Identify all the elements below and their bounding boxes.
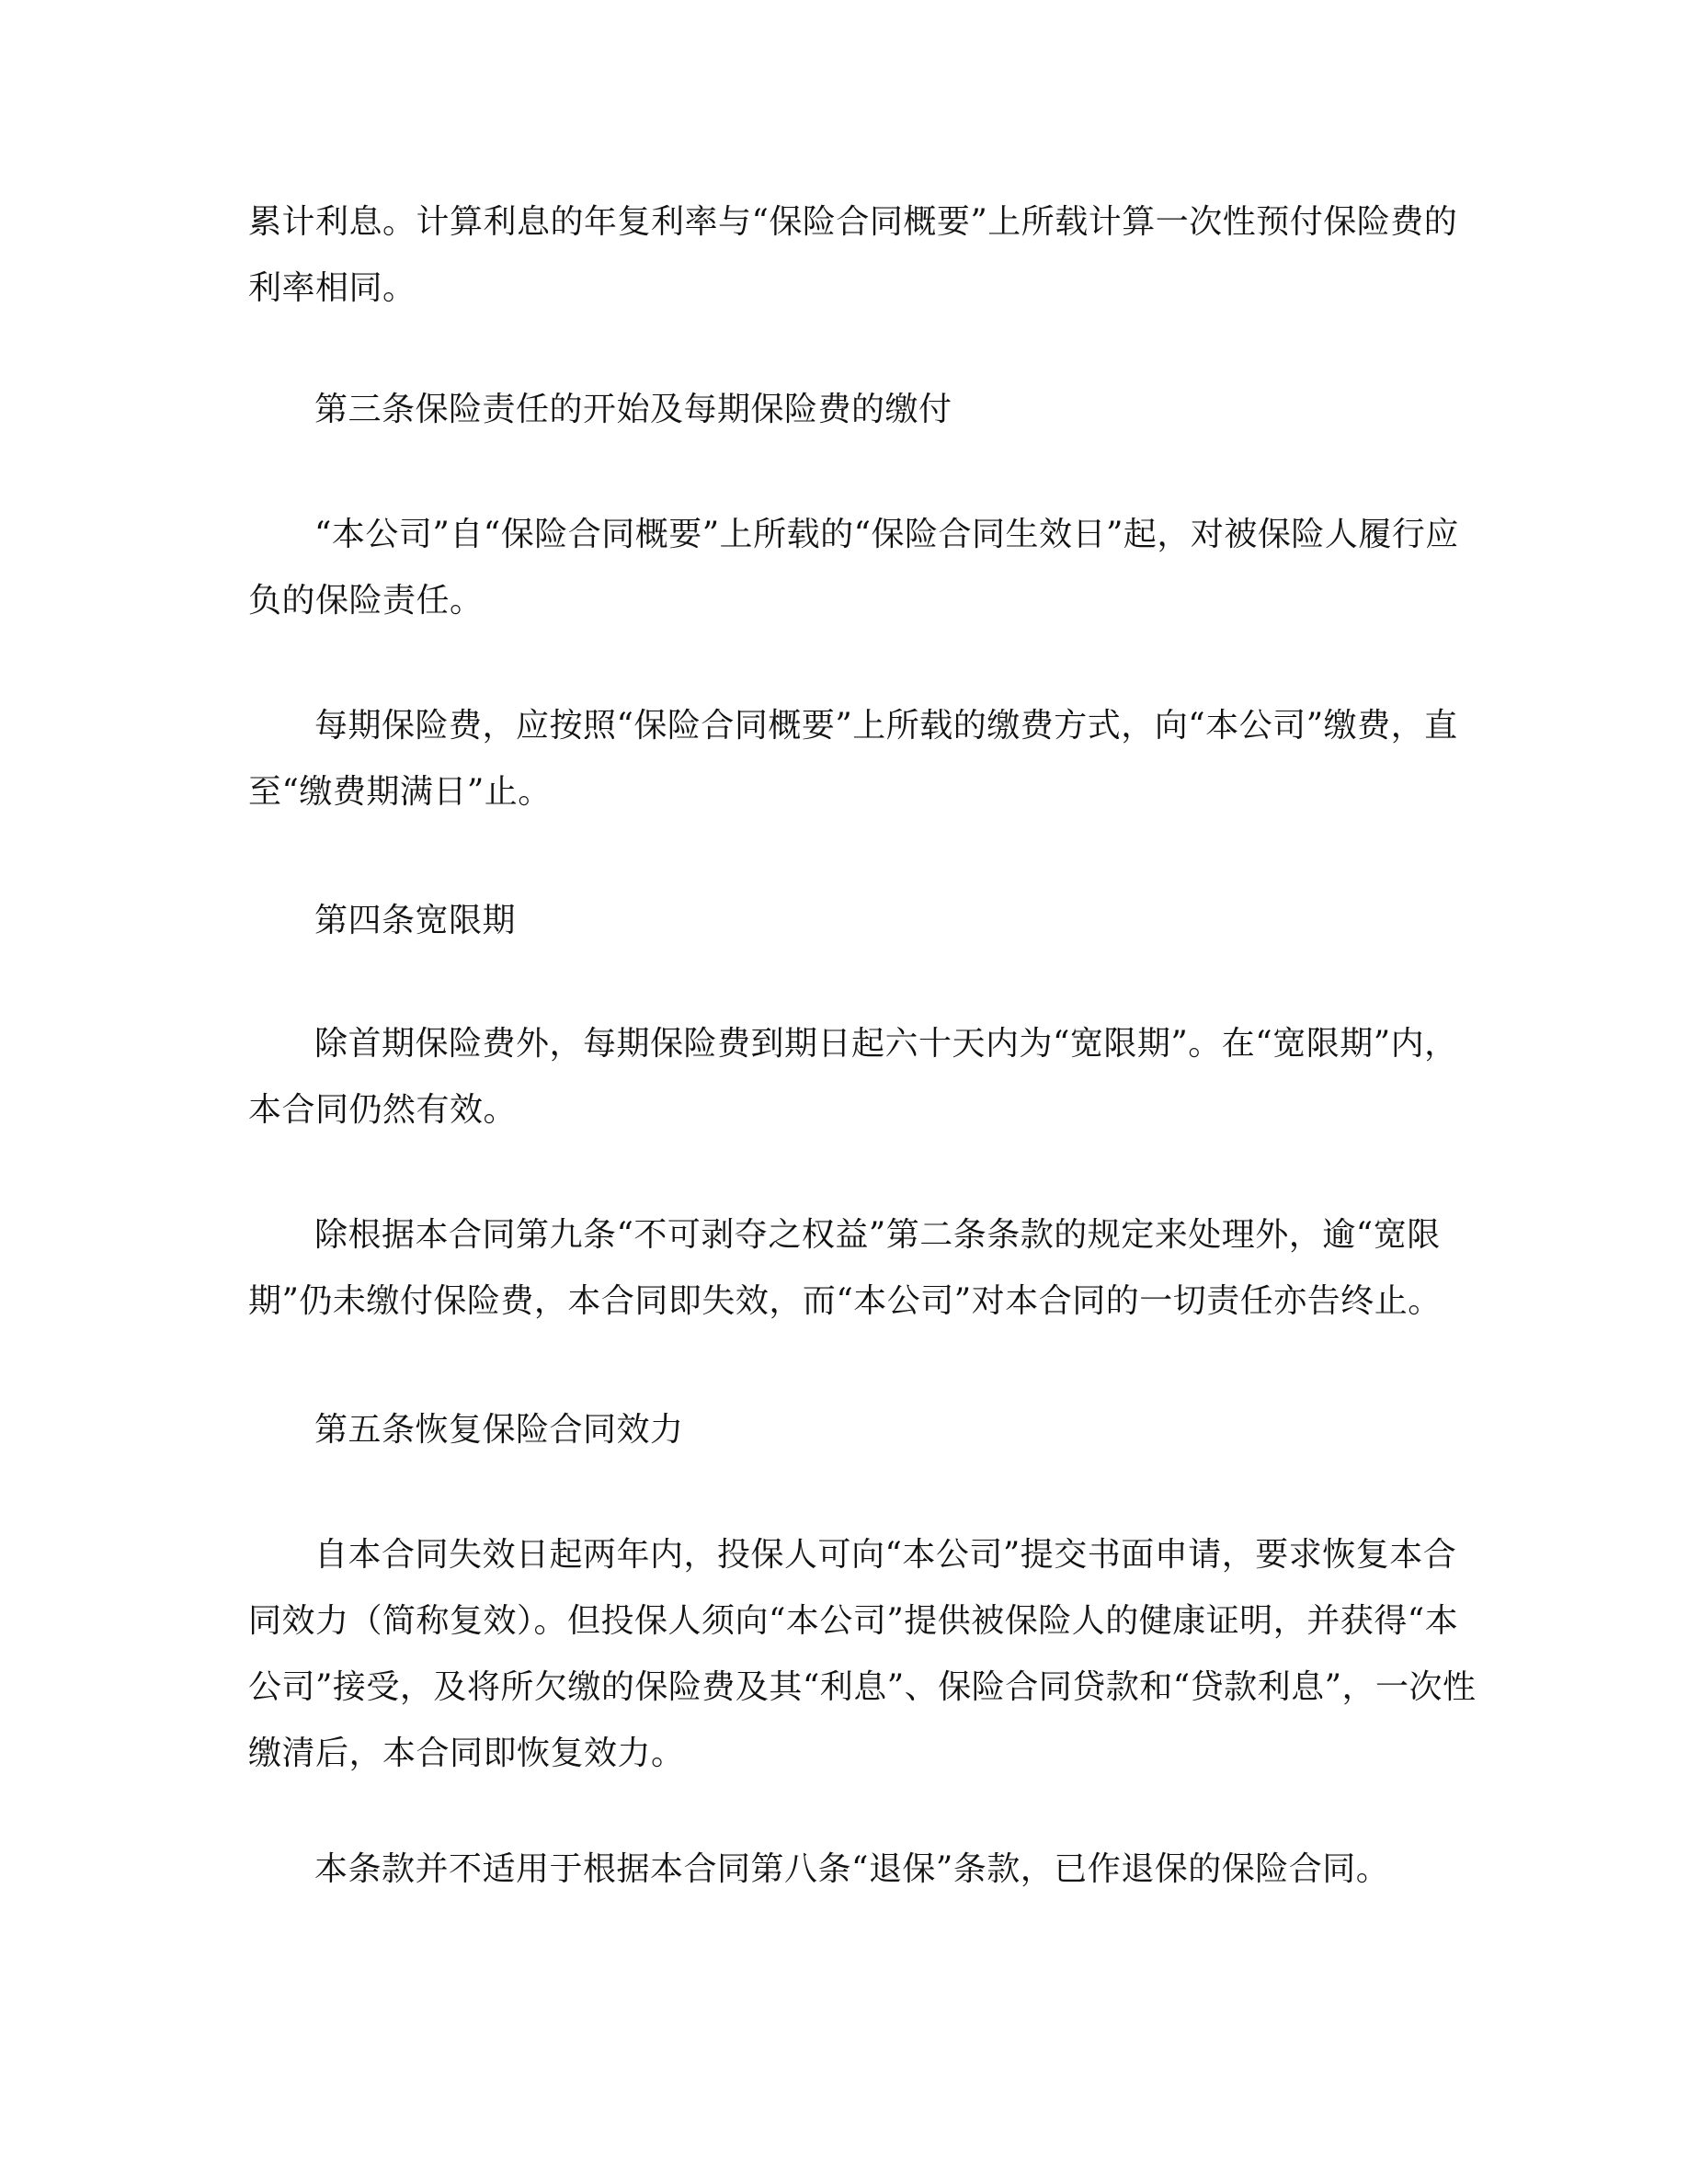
text-line: 至“缴费期满日”止。 <box>248 773 552 811</box>
text-line: 除首期保险费外，每期保险费到期日起六十天内为“宽限期”。在“宽限期”内， <box>314 1025 1458 1063</box>
text-line: 本条款并不适用于根据本合同第八条“退保”条款，已作退保的保险合同。 <box>314 1850 1390 1888</box>
text-line: 期”仍未缴付保险费，本合同即失效，而“本公司”对本合同的一切责任亦告终止。 <box>248 1282 1442 1320</box>
text-line: 公司”接受，及将所欠缴的保险费及其“利息”、保险合同贷款和“贷款利息”，一次性 <box>248 1668 1477 1706</box>
text-line: 累计利息。计算利息的年复利率与“保险合同概要”上所载计算一次性预付保险费的 <box>248 203 1458 241</box>
text-line: 本合同仍然有效。 <box>248 1091 518 1129</box>
heading-article-5 <box>248 1397 1443 1463</box>
paragraph-coverage-start <box>248 502 1459 634</box>
text-line: 同效力（简称复效）。但投保人须向“本公司”提供被保险人的健康证明，并获得“本 <box>248 1602 1459 1640</box>
text-line: 每期保险费，应按照“保险合同概要”上所载的缴费方式，向“本公司”缴费，直 <box>314 707 1458 745</box>
text-line: 利率相同。 <box>248 269 416 307</box>
heading-article-4 <box>248 888 1443 954</box>
heading-article-3 <box>248 377 1443 443</box>
text-line: 第三条保险责任的开始及每期保险费的缴付 <box>314 391 952 428</box>
paragraph-lapse <box>248 1202 1443 1335</box>
text-line: 缴清后，本合同即恢复效力。 <box>248 1735 685 1772</box>
text-line: 第五条恢复保险合同效力 <box>314 1411 684 1449</box>
text-line: 自本合同失效日起两年内，投保人可向“本公司”提交书面申请，要求恢复本合 <box>314 1536 1457 1574</box>
paragraph-interest-continuation <box>248 189 1458 322</box>
text-line: 负的保险责任。 <box>248 582 484 620</box>
paragraph-premium-payment <box>248 693 1458 825</box>
paragraph-reinstatement <box>248 1522 1477 1787</box>
text-line: 第四条宽限期 <box>314 902 517 939</box>
text-line: 除根据本合同第九条“不可剥夺之权益”第二条条款的规定来处理外，逾“宽限 <box>314 1216 1441 1254</box>
paragraph-grace-period <box>248 1011 1458 1143</box>
paragraph-exclusion <box>248 1837 1443 1903</box>
text-line: “本公司”自“保险合同概要”上所载的“保险合同生效日”起，对被保险人履行应 <box>314 516 1459 553</box>
